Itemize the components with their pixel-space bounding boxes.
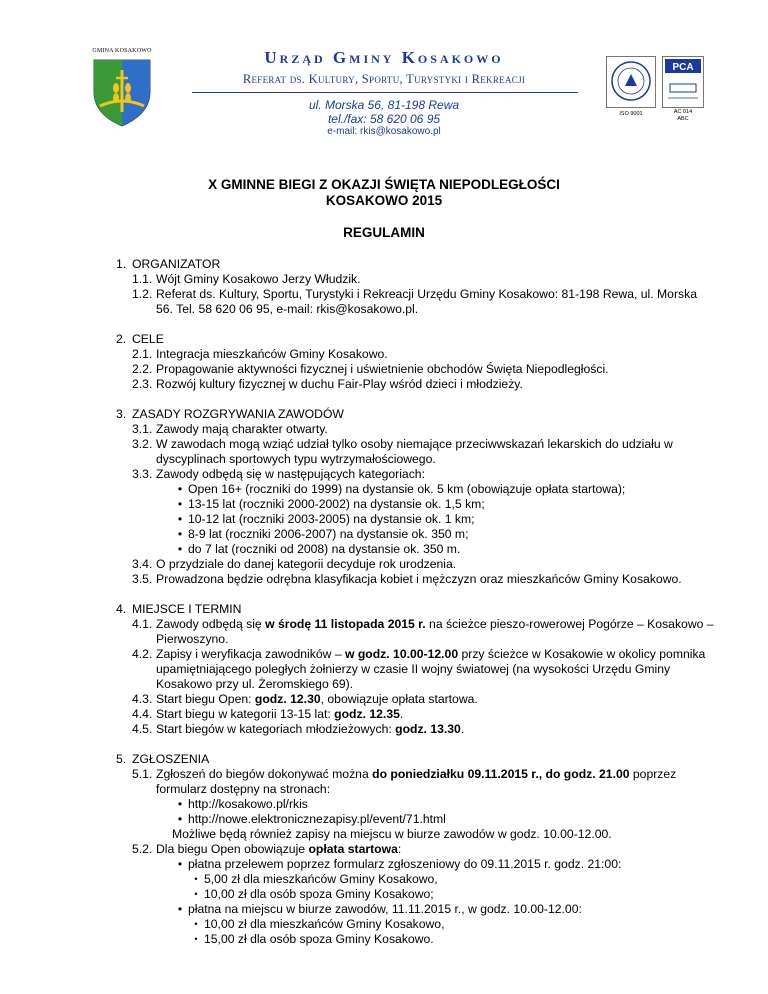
pca-code: AC 014: [673, 109, 693, 115]
header-address: [192, 98, 576, 126]
list-item: 4.1. Zawody odbędą się w środę 11 listopada 2015 r. na ścieżce pieszo-rowerowej Pogórze – Kosakowo – Pierwoszyno.: [132, 617, 714, 646]
department-name: Referat ds. Kultury, Sportu, Turystyki i Rekreacji: [242, 72, 526, 86]
onsite-registration-note: Możliwe będą również zapisy na miejscu w biurze zawodów w godz. 10.00-12.00.: [172, 827, 612, 841]
section-heading: 5. ZGŁOSZENIA: [116, 752, 210, 766]
fee-item: • 10,00 zł dla osób spoza Gminy Kosakowo;: [194, 887, 434, 901]
title-line-2: KOSAKOWO 2015: [325, 193, 443, 208]
category-item: • 8-9 lat (roczniki 2006-2007) na dystansie ok. 350 m;: [177, 527, 469, 541]
registration-link[interactable]: • http://kosakowo.pl/rkis: [177, 797, 308, 811]
document-title: [0, 177, 768, 209]
list-item: 2.2. Propagowanie aktywności fizycznej i uświetnienie obchodów Święta Niepodległości.: [132, 362, 609, 376]
list-item: 2.1. Integracja mieszkańców Gminy Kosakowo.: [132, 347, 388, 361]
registration-link[interactable]: • http://nowe.elektronicznezapisy.pl/event/71.html: [177, 812, 446, 826]
section-heading: 4. MIEJSCE I TERMIN: [116, 602, 242, 616]
list-item: 3.1. Zawody mają charakter otwarty.: [132, 422, 328, 436]
crest-label: GMINA KOSAKOWO: [92, 48, 152, 54]
address-line: ul. Morska 56, 81-198 Rewa: [308, 98, 460, 112]
document-body: [116, 257, 716, 962]
category-item: • Open 16+ (roczniki do 1999) na dystansie ok. 5 km (obowiązuje opłata startowa);: [177, 482, 626, 496]
category-item: • 10-12 lat (roczniki 2003-2005) na dystansie ok. 1 km;: [177, 512, 475, 526]
section-rules: [116, 407, 716, 587]
list-item: 3.5. Prowadzona będzie odrębna klasyfikacja kobiet i mężczyzn oraz mieszkańców Gminy Kosakowo.: [132, 572, 682, 586]
title-line-1: X GMINNE BIEGI Z OKAZJI ŚWIĘTA NIEPODLEGŁOŚCI: [208, 177, 560, 192]
list-item: 1.1. Wójt Gminy Kosakowo Jerzy Włudzik.: [132, 272, 361, 286]
section-heading: 3. ZASADY ROZGRYWANIA ZAWODÓW: [116, 407, 344, 421]
iso-certification-seal-icon: [606, 56, 656, 108]
list-item: 3.3. Zawody odbędą się w następujących kategoriach:: [132, 467, 425, 481]
category-item: • do 7 lat (roczniki od 2008) na dystansie ok. 350 m.: [177, 542, 461, 556]
fee-option: • płatna na miejscu w biurze zawodów, 11.11.2015 r., w godz. 10.00-12.00:: [177, 902, 582, 916]
fee-item: • 15,00 zł dla osób spoza Gminy Kosakowo.: [194, 932, 434, 946]
phone-line: tel./fax: 58 620 06 95: [327, 112, 441, 126]
section-organizer: [116, 257, 716, 317]
office-name: Urząd Gminy Kosakowo: [264, 48, 504, 67]
section-heading: 2. CELE: [116, 332, 164, 346]
section-place-and-date: [116, 602, 716, 737]
header-divider: [192, 92, 578, 93]
list-item: 2.3. Rozwój kultury fizycznej w duchu Fair-Play wśród dzieci i młodzieży.: [132, 377, 523, 391]
pca-badge-text: PCA: [672, 62, 694, 73]
email-line: e-mail: rkis@kosakowo.pl: [327, 126, 441, 137]
list-item: 4.5. Start biegów w kategoriach młodzieżowych: godz. 13.30.: [132, 722, 465, 736]
category-item: • 13-15 lat (roczniki 2000-2002) na dystansie ok. 1,5 km;: [177, 497, 485, 511]
gmina-crest-icon: [86, 48, 158, 128]
iso-label: ISO 9001: [619, 111, 643, 117]
list-item: 3.4. O przydziale do danej kategorii decyduje rok urodzenia.: [132, 557, 457, 571]
list-item: 4.4. Start biegu w kategorii 13-15 lat: godz. 12.35.: [132, 707, 404, 721]
list-item: 1.2. Referat ds. Kultury, Sportu, Turystyki i Rekreacji Urzędu Gminy Kosakowo: 81-198 Rewa, ul. Morska 56. Tel. 58 620 06 95, e-mail: rkis@kosakowo.pl.: [132, 287, 697, 316]
section-heading: 1. ORGANIZATOR: [116, 257, 221, 271]
section-registration: [116, 752, 716, 947]
list-item: 3.2. W zawodach mogą wziąć udział tylko osoby niemające przeciwwskazań lekarskich do udziału w dyscyplinach sportowych typu wytrzymałościowego.: [132, 437, 673, 466]
fee-option: • płatna przelewem poprzez formularz zgłoszeniowy do 09.11.2015 r. godz. 21:00:: [177, 857, 622, 871]
list-item: 4.2. Zapisy i weryfikacja zawodników – w godz. 10.00-12.00 przy ścieżce w Kosakowie w okolicy pomnika upamiętniającego poległych żołnierzy w czasie II wojny światowej (na wysokości Urzędu Gminy Kosakowo przy ul. Żeromskiego 69).: [132, 647, 706, 691]
pca-accreditation-icon: [662, 56, 704, 108]
regulamin-heading: REGULAMIN: [343, 225, 425, 240]
list-item: 5.1. Zgłoszeń do biegów dokonywać można do poniedziałku 09.11.2015 r., do godz. 21.00 poprzez formularz dostępny na stronach:: [132, 767, 677, 796]
list-item: 4.3. Start biegu Open: godz. 12.30, obowiązuje opłata startowa.: [132, 692, 478, 706]
fee-item: • 5,00 zł dla mieszkańców Gminy Kosakowo,: [194, 872, 438, 886]
fee-item: • 10,00 zł dla mieszkańców Gminy Kosakowo,: [194, 917, 445, 931]
section-goals: [116, 332, 716, 392]
pca-sub: ABC: [677, 116, 689, 122]
list-item: 5.2. Dla biegu Open obowiązuje opłata startowa:: [132, 842, 402, 856]
